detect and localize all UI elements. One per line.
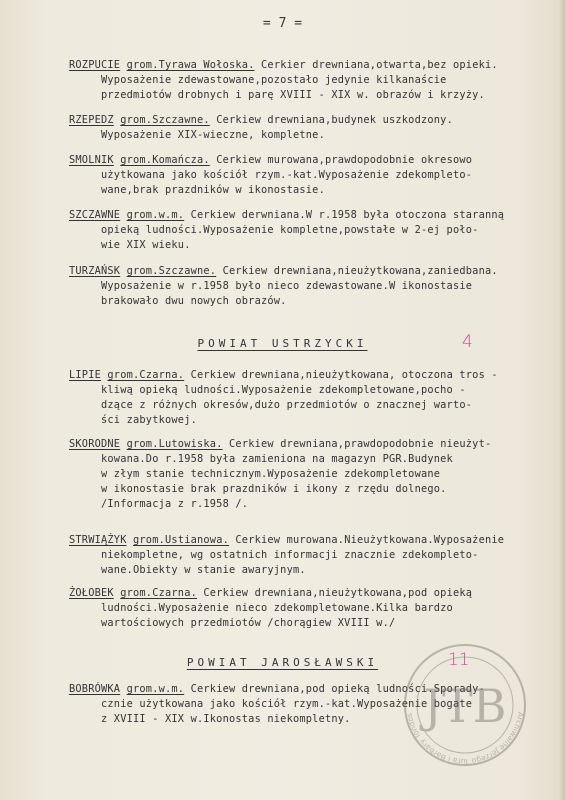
entry-first-line (69, 533, 504, 547)
entry-text-line: Wyposażenie w r.1958 było nieco zdewastowane.W ikonostasie (101, 280, 473, 292)
section-heading-text: POWIAT USTRZYCKI (197, 337, 368, 350)
entry-text-line: dzące z różnych okresów,dużo przedmiotów o znacznej warto- (101, 399, 473, 411)
commune-name: grom.Ustianowa. (133, 534, 229, 546)
page-edge-shadow (559, 0, 565, 800)
village-name: RZEPEDZ (69, 114, 114, 126)
entry-text-line: kowana.Do r.1958 była zamieniona na magazyn PGR.Budynek (101, 453, 453, 465)
commune-name: grom.Szczawne. (126, 265, 217, 277)
entry-text: Cerkiew drewniana,budynek uszkodzony. (216, 114, 453, 126)
entry-first-line (69, 58, 498, 72)
pencil-mark: 11 (448, 650, 470, 670)
stamp-ring-text: Archiwalne Jerzego Tura i Barbary Tondos (404, 711, 526, 767)
commune-name: grom.Czarna. (120, 587, 197, 599)
entry-text-line: wane,brak prazdników w ikonostasie. (101, 184, 325, 196)
entry-first-line (69, 586, 472, 600)
pencil-mark: 4 (462, 332, 473, 352)
village-name: BOBRÓWKA (69, 683, 121, 695)
entry-text-line: /Informacja z r.1958 /. (101, 498, 249, 510)
entry-first-line (69, 113, 453, 127)
entry-text: Cerkiew murowana.Nieużytkowana.Wyposażenie (235, 534, 505, 546)
entry-text: Cerkiew drewniana,prawdopodobnie nieużyt- (229, 438, 492, 450)
commune-name: grom.Tyrawa Wołoska. (126, 59, 255, 71)
entry-text-line: Wyposażenie XIX-wieczne, kompletne. (101, 129, 325, 141)
entry-text: Cerkiew murowana,prawdopodobnie okresowo (216, 154, 473, 166)
village-name: ROZPUCIE (69, 59, 121, 71)
entry-text-line: cznie użytkowana jako kościół rzym.-kat.Wyposażenie bogate (101, 698, 473, 710)
page-number: = 7 = (262, 16, 303, 31)
village-name: SZCZAWNE (69, 209, 121, 221)
entry-text-line: niekompletne, wg ostatnich informacji znacznie zdekompleto- (101, 549, 479, 561)
entry-text-line: z XVIII - XIX w.Ikonostas niekompletny. (101, 713, 351, 725)
commune-name: grom.Szczawne. (120, 114, 210, 126)
archive-stamp-icon (400, 640, 530, 770)
entry-text-line: w złym stanie technicznym.Wyposażenie zdekompletowane (101, 468, 441, 480)
entry-first-line (69, 208, 504, 222)
entry-first-line (69, 368, 498, 382)
village-name: SKORODNE (69, 438, 121, 450)
commune-name: grom.Komańcza. (120, 154, 210, 166)
entry-text-line: przedmiotów drobnych i parę XVIII - XIX w. obrazów i krzyży. (101, 89, 485, 101)
entry-text: Cerkiew drewniana,nieużytkowana,pod opieką (203, 587, 473, 599)
entry-text-line: ści zabytkowej. (101, 414, 197, 426)
entry-text-line: opieką ludności.Wyposażenie kompletne,powstałe w 2-ej poło- (101, 224, 479, 236)
entry-text: Cerkiew drewniana,nieużytkowana,zaniedbana. (222, 265, 498, 277)
entry-text-line: wie XIX wieku. (101, 239, 191, 251)
commune-name: grom.w.m. (126, 683, 185, 695)
entry-text-line: w ikonostasie brak prazdników i ikony z rzędu dolnego. (101, 483, 447, 495)
entry-first-line (69, 153, 472, 167)
entry-text: Cerkiew drewniana,nieużytkowana, otoczona tros - (190, 369, 498, 381)
stamp-letters: JTB (423, 679, 507, 733)
entry-text: Cerkiew derwniana.W r.1958 była otoczona staranną (190, 209, 505, 221)
entry-text: Cerkiew drewniana,pod opieką ludności.Sporady- (190, 683, 485, 695)
commune-name: grom.w.m. (126, 209, 185, 221)
village-name: ŻOŁOBEK (69, 587, 114, 599)
entry-text: Cerkier drewniana,otwarta,bez opieki. (261, 59, 498, 71)
village-name: SMOLNIK (69, 154, 114, 166)
section-heading-text: POWIAT JAROSŁAWSKI (186, 656, 379, 669)
entry-first-line (69, 437, 491, 451)
entry-text-line: wane.Obiekty w stanie awaryjnym. (101, 564, 306, 576)
entry-text-line: kliwą opieką ludności.Wyposażenie zdekompletowane,pocho - (101, 384, 466, 396)
entry-first-line (69, 264, 498, 278)
entry-text-line: brakowało dwu nowych obrazów. (101, 295, 287, 307)
entry-text-line: użytkowana jako kościół rzym.-kat.Wyposażenie zdekompleto- (101, 169, 473, 181)
village-name: LIPIE (69, 369, 101, 381)
commune-name: grom.Lutowiska. (126, 438, 223, 450)
entry-text-line: Wyposażenie zdewastowane,pozostało jedynie kilkanaście (101, 74, 447, 86)
section-heading-ustrzycki (0, 337, 565, 350)
village-name: STRWIĄŻYK (69, 534, 127, 546)
entry-text-line: wartościowych przedmiotów /chorągiew XVIII w./ (101, 617, 396, 629)
commune-name: grom.Czarna. (107, 369, 185, 381)
entry-text-line: ludności.Wyposażenie nieco zdekompletowane.Kilka bardzo (101, 602, 453, 614)
village-name: TURZAŃSK (69, 265, 121, 277)
